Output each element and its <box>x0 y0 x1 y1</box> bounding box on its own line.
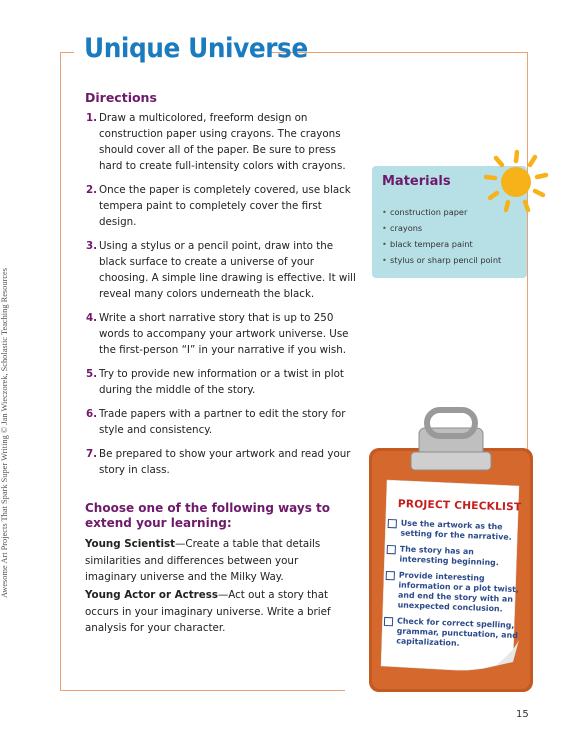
direction-step <box>86 310 360 358</box>
checkbox-icon <box>387 545 396 554</box>
directions-heading: Directions <box>85 90 157 105</box>
option-label: Young Actor or Actress <box>85 589 218 601</box>
materials-item <box>382 220 501 236</box>
step-number: 7. <box>86 448 98 460</box>
materials-item <box>382 236 501 252</box>
frame-line-top-right <box>270 52 528 53</box>
direction-step <box>86 238 360 302</box>
direction-step <box>86 110 360 174</box>
step-number: 6. <box>86 408 98 420</box>
direction-step <box>86 182 360 230</box>
frame-line-left <box>60 52 61 691</box>
bullet-icon: • <box>382 207 387 217</box>
credit-line: Awesome Art Projects That Spark Super Writing © Jan Wieczorek, Scholastic Teaching Resources <box>0 267 9 598</box>
checklist-item <box>386 544 522 569</box>
bullet-icon: • <box>382 239 387 249</box>
bullet-icon: • <box>382 223 387 233</box>
step-number: 2. <box>86 184 98 196</box>
checkbox-icon <box>388 519 397 528</box>
page-title: Unique Universe <box>84 33 308 64</box>
option-label: Young Scientist <box>85 538 176 550</box>
checklist <box>383 518 523 657</box>
checkbox-icon <box>384 617 393 626</box>
direction-step <box>86 366 360 398</box>
extend-option-scientist <box>85 536 353 586</box>
step-text: Write a short narrative story that is up to 250 words to accompany your artwork universe. Use the first-person “I” in your narrative if you wish. <box>99 312 349 356</box>
frame-line-bottom <box>60 690 345 691</box>
materials-item-text: construction paper <box>390 207 468 217</box>
materials-heading: Materials <box>382 174 451 189</box>
step-text: Using a stylus or a pencil point, draw into the black surface to create a universe of your choosing. A simple line drawing is effective. It will reveal many colors underneath the black. <box>99 240 356 300</box>
step-text: Draw a multicolored, freeform design on construction paper using crayons. The crayons should cover all of the paper. Be sure to press hard to create full-intensity colors with crayons. <box>99 112 346 172</box>
step-number: 3. <box>86 240 98 252</box>
step-text: Try to provide new information or a twist in plot during the middle of the story. <box>99 368 344 396</box>
step-number: 5. <box>86 368 98 380</box>
bullet-icon: • <box>382 255 387 265</box>
sun-icon <box>480 148 550 218</box>
checklist-item <box>387 518 523 543</box>
extend-heading: Choose one of the following ways to extend your learning: <box>85 501 331 530</box>
page-number: 15 <box>516 709 529 720</box>
directions-list <box>86 110 360 478</box>
checklist-item-text: Use the artwork as the setting for the narrative. <box>400 518 512 542</box>
materials-item-text: crayons <box>390 223 423 233</box>
materials-item <box>382 252 501 268</box>
checklist-item-text: Provide interesting information or a plot twist, and end the story with an unexpected conclusion. <box>397 570 520 614</box>
step-number: 1. <box>86 112 98 124</box>
frame-line-top-left <box>60 52 74 53</box>
direction-step <box>86 446 360 478</box>
direction-step <box>86 406 360 438</box>
checklist-item <box>384 570 520 615</box>
materials-item-text: stylus or sharp pencil point <box>390 255 502 265</box>
extend-option-actor <box>85 587 353 637</box>
step-number: 4. <box>86 312 98 324</box>
materials-item-text: black tempera paint <box>390 239 473 249</box>
checklist-item-text: The story has an interesting beginning. <box>399 544 499 568</box>
option-text: —Create a table that details similarities and differences between your imaginary universe and the Milky Way. <box>85 538 321 583</box>
checklist-item <box>383 616 519 651</box>
step-text: Trade papers with a partner to edit the story for style and consistency. <box>99 408 346 436</box>
checklist-item-text: Check for correct spelling, grammar, punctuation, and capitalization. <box>396 616 518 648</box>
step-text: Once the paper is completely covered, use black tempera paint to completely cover the first design. <box>99 184 351 228</box>
step-text: Be prepared to show your artwork and read your story in class. <box>99 448 351 476</box>
checklist-heading: PROJECT CHECKLIST <box>397 498 522 514</box>
option-text: —Act out a story that occurs in your imaginary universe. Write a brief analysis for your character. <box>85 589 331 634</box>
checkbox-icon <box>386 571 395 580</box>
